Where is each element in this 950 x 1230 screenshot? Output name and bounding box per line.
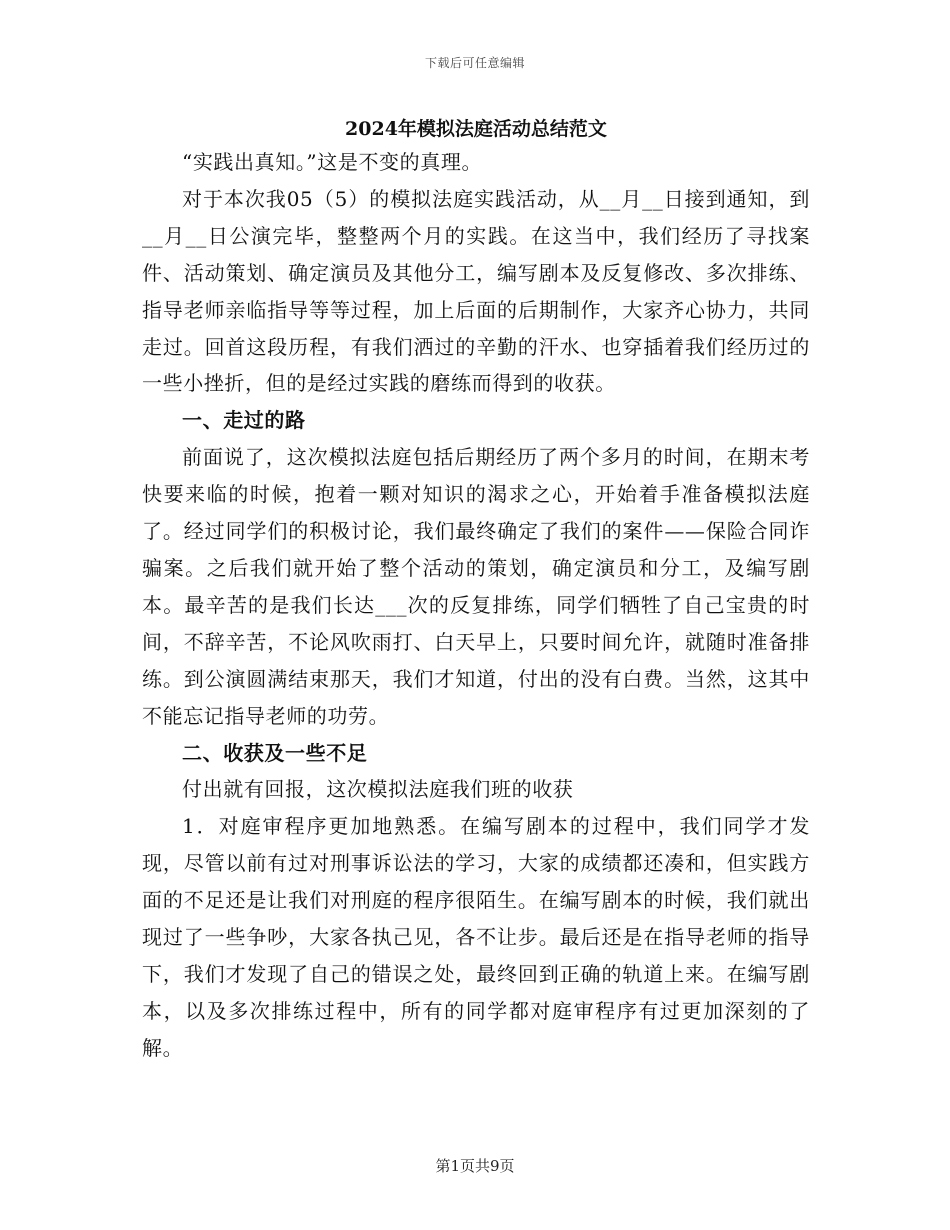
paragraph-section-2-item-1: 1．对庭审程序更加地熟悉。在编写剧本的过程中，我们同学才发现，尽管以前有过对刑事诉讼法的学习，大家的成绩都还凑和，但实践方面的不足还是让我们对刑庭的程序很陌生。在编写剧本的时候，我们就出现过了一些争吵，大家各执己见，各不让步。最后还是在指导老师的指导下，我们才发现了自己的错误之处，最终回到正确的轨道上来。在编写剧本，以及多次排练过程中，所有的同学都对庭审程序有过更加深刻的了解。 [142,814,810,1060]
paragraph-section-1: 前面说了，这次模拟法庭包括后期经历了两个多月的时间，在期末考快要来临的时候，抱着一颗对知识的渴求之心，开始着手准备模拟法庭了。经过同学们的积极讨论，我们最终确定了我们的案件——保险合同诈骗案。之后我们就开始了整个活动的策划，确定演员和分工，及编写剧本。最辛苦的是我们长达___次的反复排练，同学们牺牲了自己宝贵的时间，不辞辛苦，不论风吹雨打、白天早上，只要时间允许，就随时准备排练。到公演圆满结束那天，我们才知道，付出的没有白费。当然，这其中不能忘记指导老师的功劳。 [142,445,810,728]
document-body [142,114,810,1067]
document-title: 2024年模拟法庭活动总结范文 [345,118,607,140]
paragraph-quote: “实践出真知。”这是不变的真理。 [182,150,483,174]
page-header: 下载后可任意编辑 [424,56,525,70]
paragraph-section-2-lead: 付出就有回报，这次模拟法庭我们班的收获 [182,777,574,802]
section-heading-2: 二、收获及一些不足 [182,740,368,765]
paragraph-intro: 对于本次我05（5）的模拟法庭实践活动，从__月__日接到通知，到__月__日公演完毕，整整两个月的实践。在这当中，我们经历了寻找案件、活动策划、确定演员及其他分工，编写剧本及反复修改、多次排练、指导老师亲临指导等等过程，加上后面的后期制作，大家齐心协力，共同走过。回首这段历程，有我们洒过的辛勤的汗水、也穿插着我们经历过的一些小挫折，但的是经过实践的磨练而得到的收获。 [142,186,810,396]
section-heading-1: 一、走过的路 [182,408,306,433]
page-footer: 第1页共9页 [435,1157,515,1175]
